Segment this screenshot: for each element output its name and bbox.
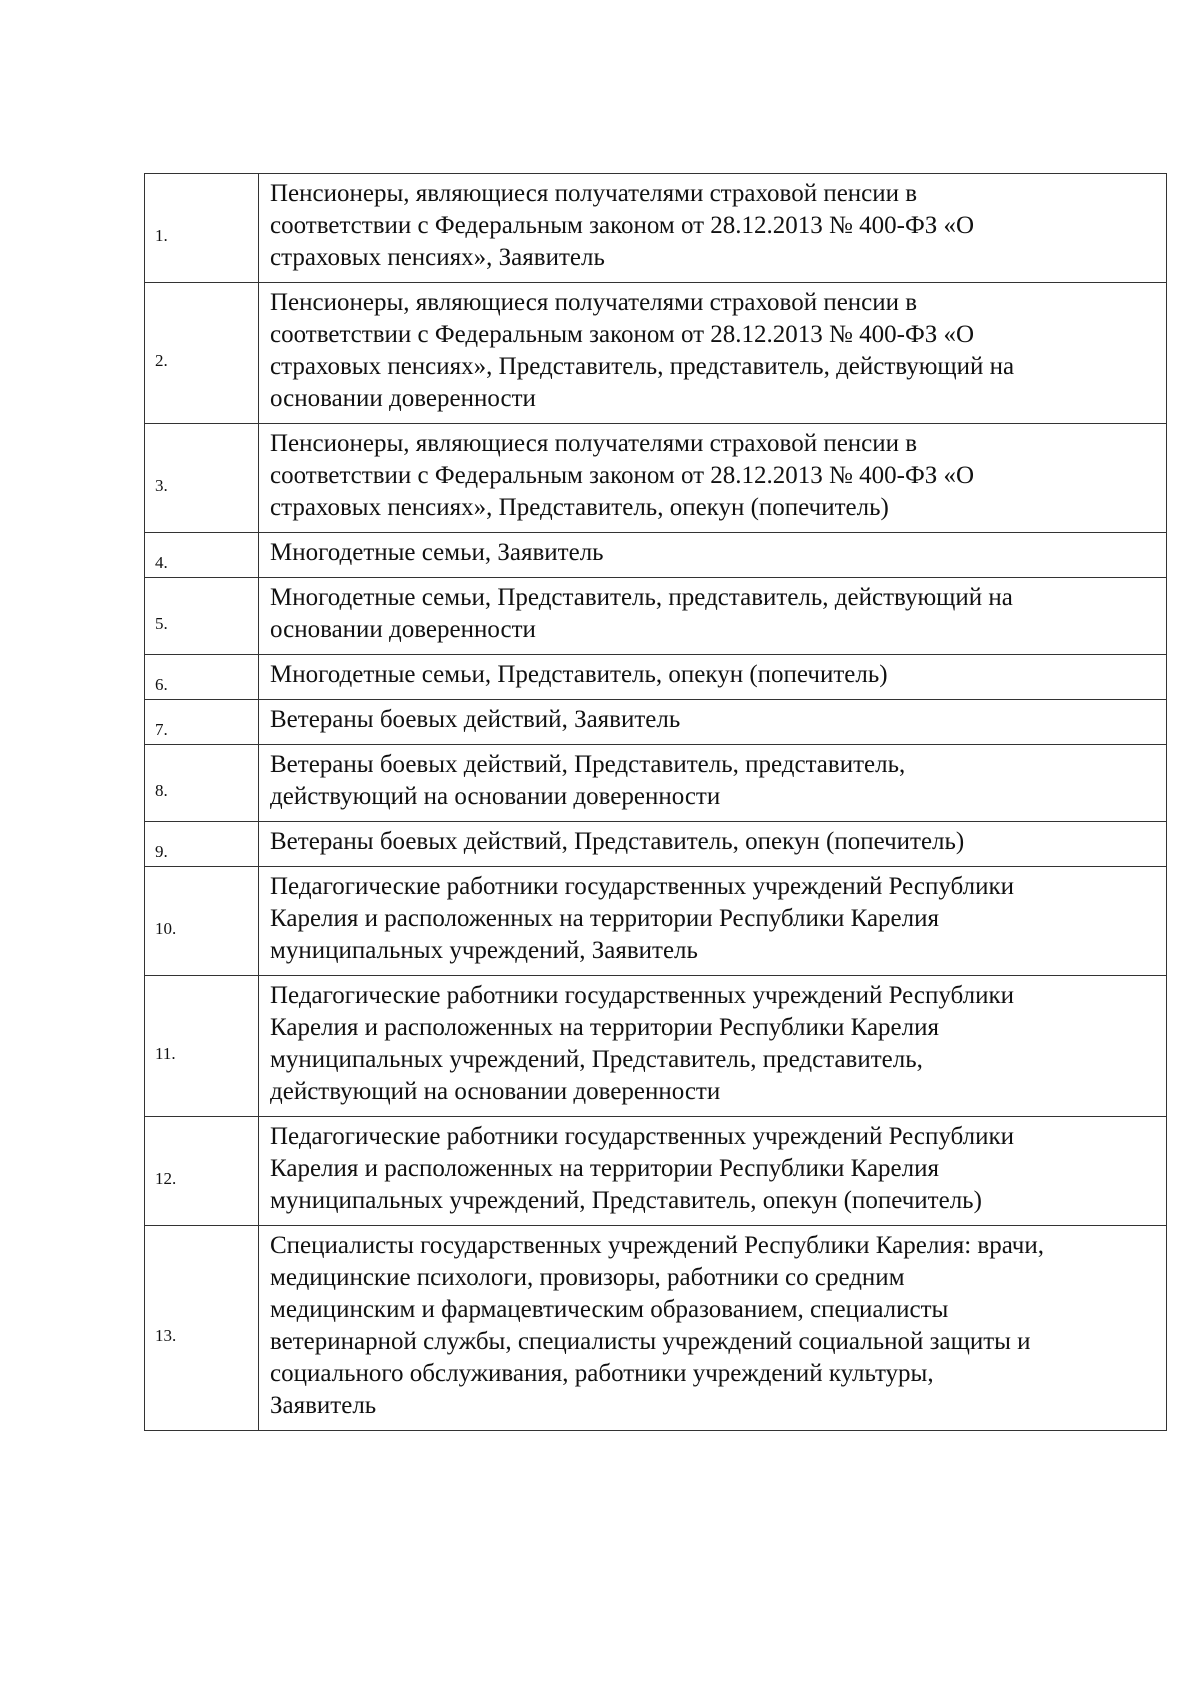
row-description-line: Карелия и расположенных на территории Республики Карелия — [270, 1155, 939, 1182]
row-description-line: Многодетные семьи, Представитель, опекун (попечитель) — [270, 661, 888, 688]
row-number: 7. — [155, 720, 168, 739]
table-row — [145, 424, 1167, 533]
row-number-cell — [145, 1117, 259, 1226]
row-description-line: соответствии с Федеральным законом от 28.12.2013 № 400-ФЗ «О — [270, 321, 975, 348]
row-description-cell — [259, 822, 1167, 867]
row-description-line: Ветераны боевых действий, Заявитель — [270, 706, 681, 733]
row-description-line: Специалисты государственных учреждений Республики Карелия: врачи, — [270, 1232, 1044, 1259]
table-body — [145, 174, 1167, 1431]
row-number: 13. — [155, 1326, 177, 1345]
row-description-cell — [259, 533, 1167, 578]
table-row — [145, 578, 1167, 655]
row-description-line: Ветераны боевых действий, Представитель, представитель, — [270, 751, 906, 778]
row-description-line: соответствии с Федеральным законом от 28.12.2013 № 400-ФЗ «О — [270, 462, 975, 489]
table-row — [145, 1226, 1167, 1431]
row-number-cell — [145, 867, 259, 976]
row-number: 12. — [155, 1169, 177, 1188]
row-description-cell — [259, 700, 1167, 745]
row-description-line: социального обслуживания, работники учреждений культуры, — [270, 1360, 934, 1387]
row-description-line: страховых пенсиях», Представитель, опекун (попечитель) — [270, 494, 889, 521]
row-description-line: медицинские психологи, провизоры, работники со средним — [270, 1264, 905, 1291]
row-description-cell — [259, 655, 1167, 700]
row-description-cell — [259, 745, 1167, 822]
row-number: 4. — [155, 553, 168, 572]
table-row — [145, 655, 1167, 700]
row-description-line: муниципальных учреждений, Представитель, опекун (попечитель) — [270, 1187, 982, 1214]
row-number-cell — [145, 822, 259, 867]
row-description-line: Пенсионеры, являющиеся получателями страховой пенсии в — [270, 180, 918, 207]
row-number: 6. — [155, 675, 168, 694]
row-number: 9. — [155, 842, 168, 861]
row-number-cell — [145, 533, 259, 578]
applicant-categories-table — [144, 173, 1167, 1431]
row-description-line: Карелия и расположенных на территории Республики Карелия — [270, 1014, 939, 1041]
row-number-cell — [145, 578, 259, 655]
table-row — [145, 976, 1167, 1117]
table-row — [145, 1117, 1167, 1226]
row-number: 1. — [155, 226, 168, 245]
row-description-line: основании доверенности — [270, 616, 536, 643]
row-number: 11. — [155, 1044, 176, 1063]
row-description-line: Заявитель — [270, 1392, 377, 1419]
row-number: 10. — [155, 919, 177, 938]
row-description-line: соответствии с Федеральным законом от 28.12.2013 № 400-ФЗ «О — [270, 212, 975, 239]
row-description-line: страховых пенсиях», Заявитель — [270, 244, 605, 271]
table-row — [145, 533, 1167, 578]
row-description-cell — [259, 174, 1167, 283]
row-description-line: Педагогические работники государственных учреждений Республики — [270, 982, 1015, 1009]
row-description-line: медицинским и фармацевтическим образованием, специалисты — [270, 1296, 949, 1323]
table-row — [145, 700, 1167, 745]
row-description-cell — [259, 1226, 1167, 1431]
row-description-line: муниципальных учреждений, Представитель, представитель, — [270, 1046, 923, 1073]
row-description-cell — [259, 578, 1167, 655]
row-description-line: Ветераны боевых действий, Представитель, опекун (попечитель) — [270, 828, 965, 855]
table-row — [145, 283, 1167, 424]
row-number-cell — [145, 976, 259, 1117]
row-description-line: Многодетные семьи, Заявитель — [270, 539, 604, 566]
row-description-line: Карелия и расположенных на территории Республики Карелия — [270, 905, 939, 932]
row-number: 8. — [155, 781, 168, 800]
row-number-cell — [145, 655, 259, 700]
table-row — [145, 174, 1167, 283]
row-description-line: Многодетные семьи, Представитель, представитель, действующий на — [270, 584, 1013, 611]
row-description-line: Пенсионеры, являющиеся получателями страховой пенсии в — [270, 430, 918, 457]
row-description-line: страховых пенсиях», Представитель, представитель, действующий на — [270, 353, 1015, 380]
table-row — [145, 745, 1167, 822]
row-description-cell — [259, 283, 1167, 424]
row-description-line: основании доверенности — [270, 385, 536, 412]
row-number: 5. — [155, 614, 168, 633]
table-row — [145, 867, 1167, 976]
row-description-line: ветеринарной службы, специалисты учреждений социальной защиты и — [270, 1328, 1031, 1355]
table-row — [145, 822, 1167, 867]
row-number: 3. — [155, 476, 168, 495]
row-description-line: действующий на основании доверенности — [270, 783, 721, 810]
row-number-cell — [145, 283, 259, 424]
row-description-cell — [259, 424, 1167, 533]
row-description-cell — [259, 867, 1167, 976]
row-description-line: Педагогические работники государственных учреждений Республики — [270, 1123, 1015, 1150]
row-number-cell — [145, 424, 259, 533]
row-description-cell — [259, 1117, 1167, 1226]
row-number-cell — [145, 174, 259, 283]
row-number-cell — [145, 745, 259, 822]
row-description-cell — [259, 976, 1167, 1117]
row-description-line: Педагогические работники государственных учреждений Республики — [270, 873, 1015, 900]
row-number: 2. — [155, 351, 168, 370]
row-description-line: муниципальных учреждений, Заявитель — [270, 937, 698, 964]
row-description-line: действующий на основании доверенности — [270, 1078, 721, 1105]
row-description-line: Пенсионеры, являющиеся получателями страховой пенсии в — [270, 289, 918, 316]
row-number-cell — [145, 1226, 259, 1431]
row-number-cell — [145, 700, 259, 745]
